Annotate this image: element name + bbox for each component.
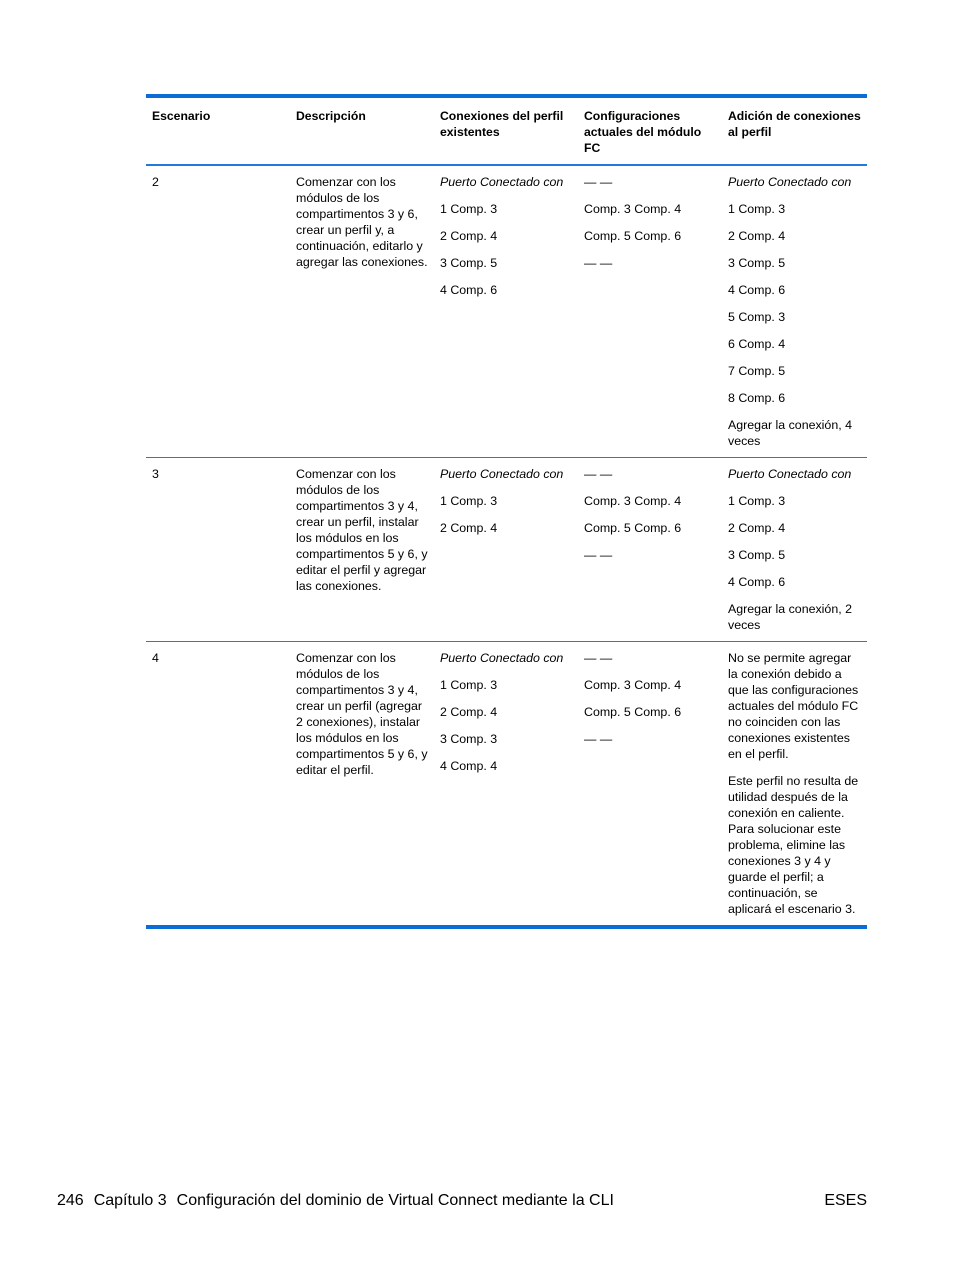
fc-module-config	[578, 458, 722, 641]
existing-line: Puerto Conectado con	[440, 651, 564, 665]
adding-line: 3 Comp. 5	[728, 256, 786, 270]
fc-line: Comp. 3 Comp. 4	[584, 202, 682, 216]
existing-connections	[434, 642, 578, 925]
header-escenario: Escenario	[152, 109, 211, 123]
existing-line: 4 Comp. 4	[440, 759, 498, 773]
existing-line: 2 Comp. 4	[440, 705, 498, 719]
locale-code: ESES	[824, 1192, 867, 1209]
existing-line: 2 Comp. 4	[440, 521, 498, 535]
existing-connections	[434, 458, 578, 641]
fc-line: — —	[584, 651, 613, 665]
fc-line: — —	[584, 548, 613, 562]
scenario-number: 4	[152, 651, 159, 665]
fc-line: Comp. 3 Comp. 4	[584, 494, 682, 508]
adding-line: Agregar la conexión, 4 veces	[728, 418, 852, 448]
header-adicion-conexiones: Adición de conexiones al perfil	[728, 109, 861, 139]
scenario-description: Comenzar con los módulos de los compartimentos 3 y 4, crear un perfil (agregar 2 conexiones), instalar los módulos en los compartimentos 5 y 6, y editar el perfil.	[296, 651, 428, 777]
scenario-number: 2	[152, 175, 159, 189]
scenario-number: 3	[152, 467, 159, 481]
adding-line: 3 Comp. 5	[728, 548, 786, 562]
header-conexiones-existentes: Conexiones del perfil existentes	[440, 109, 564, 139]
fc-module-config	[578, 166, 722, 457]
fc-line: — —	[584, 256, 613, 270]
adding-line: 4 Comp. 6	[728, 575, 786, 589]
existing-line: 1 Comp. 3	[440, 678, 498, 692]
fc-line: Comp. 5 Comp. 6	[584, 229, 682, 243]
existing-line: Puerto Conectado con	[440, 467, 564, 481]
adding-line: 7 Comp. 5	[728, 364, 786, 378]
adding-connections	[722, 458, 867, 641]
chapter-label: Capítulo 3	[93, 1192, 167, 1209]
scenario-description: Comenzar con los módulos de los compartimentos 3 y 4, crear un perfil, instalar los módulos en los compartimentos 5 y 6, y editar el perfil y agregar las conexiones.	[296, 467, 428, 593]
adding-connections	[722, 166, 867, 457]
fc-line: — —	[584, 467, 613, 481]
adding-line: Puerto Conectado con	[728, 467, 852, 481]
fc-module-config	[578, 642, 722, 925]
adding-line: 2 Comp. 4	[728, 521, 786, 535]
existing-line: 1 Comp. 3	[440, 494, 498, 508]
existing-line: Puerto Conectado con	[440, 175, 564, 189]
existing-line: 3 Comp. 3	[440, 732, 498, 746]
existing-line: 2 Comp. 4	[440, 229, 498, 243]
adding-line: 4 Comp. 6	[728, 283, 786, 297]
page-footer	[57, 1191, 867, 1211]
header-descripcion: Descripción	[296, 109, 366, 123]
adding-line: 6 Comp. 4	[728, 337, 786, 351]
existing-connections	[434, 166, 578, 457]
scenario-description: Comenzar con los módulos de los compartimentos 3 y 6, crear un perfil y, a continuación, editarlo y agregar las conexiones.	[296, 175, 428, 269]
adding-line: 8 Comp. 6	[728, 391, 786, 405]
fc-line: Comp. 5 Comp. 6	[584, 705, 682, 719]
page-number: 246	[57, 1192, 84, 1209]
chapter-title: Configuración del dominio de Virtual Connect mediante la CLI	[176, 1192, 614, 1209]
fc-line: Comp. 5 Comp. 6	[584, 521, 682, 535]
existing-line: 1 Comp. 3	[440, 202, 498, 216]
footer-left	[57, 1191, 624, 1211]
adding-line: Agregar la conexión, 2 veces	[728, 602, 852, 632]
fc-line: Comp. 3 Comp. 4	[584, 678, 682, 692]
table-row	[146, 642, 867, 925]
fc-line: — —	[584, 732, 613, 746]
adding-line: 1 Comp. 3	[728, 494, 786, 508]
adding-line: 2 Comp. 4	[728, 229, 786, 243]
scenario-table	[146, 94, 867, 929]
header-configuraciones-fc: Configuraciones actuales del módulo FC	[584, 109, 702, 155]
table-row	[146, 458, 867, 642]
adding-paragraph: Este perfil no resulta de utilidad después de la conexión en caliente. Para solucionar este problema, elimine las conexiones 3 y 4 y guarde el perfil; a continuación, se aplicará el escenario 3.	[728, 774, 859, 916]
adding-line: Puerto Conectado con	[728, 175, 852, 189]
fc-line: — —	[584, 175, 613, 189]
adding-paragraph: No se permite agregar la conexión debido a que las configuraciones actuales del módulo FC no coinciden con las conexiones existentes en el perfil.	[728, 651, 859, 761]
adding-line: 1 Comp. 3	[728, 202, 786, 216]
table-row	[146, 166, 867, 458]
adding-connections	[722, 642, 867, 925]
adding-line: 5 Comp. 3	[728, 310, 786, 324]
existing-line: 4 Comp. 6	[440, 283, 498, 297]
existing-line: 3 Comp. 5	[440, 256, 498, 270]
table-header-row	[146, 98, 867, 166]
